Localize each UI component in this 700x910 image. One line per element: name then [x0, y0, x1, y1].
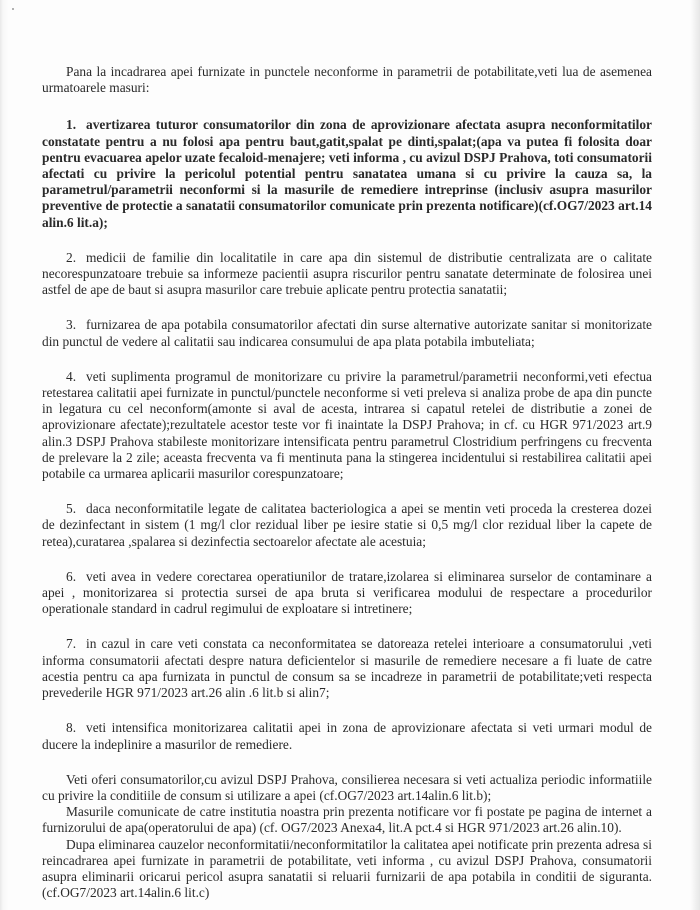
- item-number: 5.: [66, 501, 77, 517]
- measure-item-7: [42, 636, 652, 701]
- measure-item-4: [42, 369, 652, 482]
- document-body: [42, 64, 652, 901]
- measure-item-8: [42, 720, 652, 752]
- scan-speck: [12, 8, 14, 10]
- item-text: veti intensifica monitorizarea calitatii apei in zona de aprovizionare afectata si veti urmari modul de ducere la indeplinire a masurilor de remediere.: [42, 720, 652, 752]
- measure-item-3: [42, 317, 652, 349]
- closing-paragraph-resolution: Dupa eliminarea cauzelor neconformitatii/neconformitatilor la calitatea apei notificate prin prezenta adresa si reincadrarea apei furnizate in parametrii de potabilitate, veti informa , cu avizul DSPJ Prahova, consumatorii asupra eliminarii oricarui pericol asupra sanatatii si reluarii furnizarii de apa potabila in conditii de siguranta.(cf.OG7/2023 art.14alin.6 lit.c): [42, 836, 652, 901]
- item-number: 2.: [66, 249, 77, 265]
- measure-item-2: [42, 250, 652, 299]
- item-number: 6.: [66, 568, 77, 584]
- intro-paragraph: Pana la incadrarea apei furnizate in punctele neconforme in parametrii de potabilitate,veti lua de asemenea urmatoarele masuri:: [42, 64, 652, 96]
- closing-paragraph-publication: Masurile comunicate de catre institutia noastra prin prezenta notificare vor fi postate pe pagina de internet a furnizorului de apa(operatorului de apa) (cf. OG7/2023 Anexa4, lit.A pct.4 si HGR 971/2023 art.26 alin.10).: [42, 804, 652, 836]
- measure-item-1: [42, 117, 652, 230]
- item-text: daca neconformitatile legate de calitatea bacteriologica a apei se mentin veti proceda la cresterea dozei de dezinfectant in sistem (1 mg/l clor rezidual liber pe iesire statie si 0,5 mg/l clor rezidual liber la capete de retea),curatarea ,spalarea si dezinfectia sectoarelor afectate ale acestuia;: [42, 501, 652, 549]
- item-text: veti avea in vedere corectarea operatiunilor de tratare,izolarea si eliminarea surselor de contaminare a apei , monitorizarea si protectia sursei de apa bruta si verificarea modului de respectare a procedurilor operationale standard in cadrul regimului de exploatare si intretinere;: [42, 568, 652, 617]
- closing-paragraph-counseling: Veti oferi consumatorilor,cu avizul DSPJ Prahova, consilierea necesara si veti actualiza periodic informatiile cu privire la conditiile de consum si utilizare a apei (cf.OG7/2023 art.14alin.6 lit.b);: [42, 771, 652, 803]
- item-text: medicii de familie din localitatile in care apa din sistemul de distributie centralizata are o calitate necorespunzatoare trebuie sa informeze pacientii asupra riscurilor pentru sanatate determinate de folosirea unei astfel de ape de baut si asupra masurilor care trebuie aplicate pentru protectia sanatatii;: [42, 249, 652, 298]
- item-text: avertizarea tuturor consumatorilor din zona de aprovizionare afectata asupra neconformitatilor constatate pentru a nu folosi apa pentru baut,gatit,spalat pe dinti,spalat;(apa va putea fi folosita doar pentru evacuarea apelor uzate fecaloid-menajere; veti informa , cu avizul DSPJ Prahova, toti consumatorii afectati cu privire la pericolul potential pentru sanatatea umana si cu privire la cauza sa, la parametrul/parametrii neconformi si la masurile de remediere intreprinse (inclusiv asupra masurilor preventive de protectie a sanatatii consumatorilor comunicate prin prezenta notificare)(cf.OG7/2023 art.14 alin.6 lit.a);: [42, 117, 652, 230]
- item-number: 7.: [66, 636, 77, 652]
- item-text: veti suplimenta programul de monitorizare cu privire la parametrul/parametrii neconformi,veti efectua retestarea calitatii apei furnizate in punctul/punctele neconforme si veti preleva si analiza probe de apa din puncte in legatura cu cel neconform(amonte si aval de acesta, intrarea si capatul retelei de distributie a zonei de aprovizionare afectate);rezultatele acestor teste vor fi inaintate la DSPJ Prahova; in cf. cu HGR 971/2023 art.9 alin.3 DSPJ Prahova stabileste monitorizare intensificata pentru parametrul Clostridium perfringens cu frecventa de prelevare la 2 zile; aceasta frecventa va fi mentinuta pana la stingerea incidentului si restabilirea calitatii apei potabile ca urmarea aplicarii masurilor corespunzatoare;: [42, 368, 652, 482]
- item-number: 4.: [66, 368, 77, 384]
- item-text: in cazul in care veti constata ca neconformitatea se datoreaza retelei interioare a consumatorului ,veti informa consumatorii afectati despre natura deficientelor si masurile de remediere necesare a fi luate de catre acestia pentru ca apa furnizata in punctul de consum sa se incadreze in parametrii de potabilitate;veti respecta prevederile HGR 971/2023 art.26 alin .6 lit.b si alin7;: [42, 636, 652, 701]
- item-number: 3.: [66, 317, 77, 333]
- item-number: 1.: [66, 117, 77, 133]
- measure-item-5: [42, 501, 652, 550]
- item-number: 8.: [66, 720, 77, 736]
- item-text: furnizarea de apa potabila consumatorilor afectati din surse alternative autorizate sanitar si monitorizate din punctul de vedere al calitatii sau indicarea consumului de apa plata potabila imbuteliata;: [42, 317, 652, 349]
- measure-item-6: [42, 569, 652, 618]
